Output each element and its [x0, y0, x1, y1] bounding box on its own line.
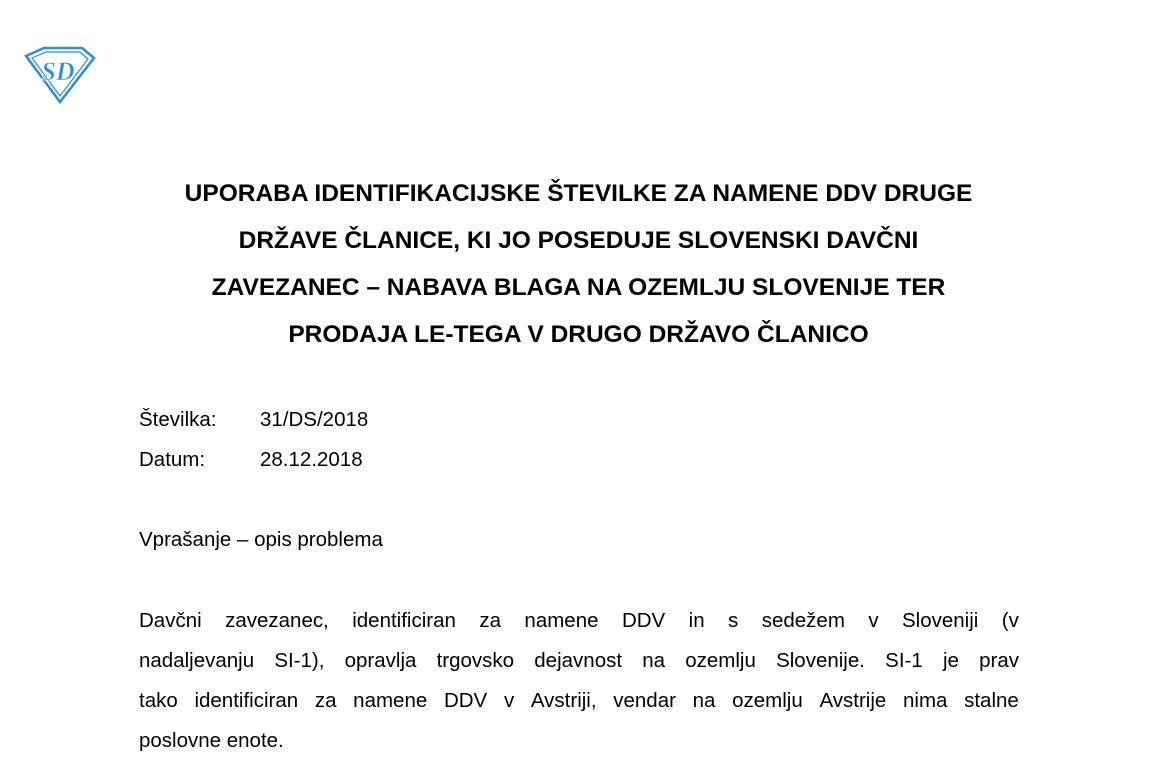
- word: stalne: [964, 689, 1019, 712]
- document-meta: [139, 400, 368, 480]
- word: Sloveniji: [902, 609, 979, 632]
- title-line: PRODAJA LE-TEGA V DRUGO DRŽAVO ČLANICO: [288, 321, 869, 348]
- word: DDV: [621, 609, 666, 632]
- word: namene: [524, 609, 599, 632]
- word: nadaljevanju: [139, 649, 255, 672]
- title-line: DRŽAVE ČLANICE, KI JO POSEDUJE SLOVENSKI DAVČNI: [238, 227, 919, 254]
- word: v: [868, 609, 879, 632]
- number-row: [139, 400, 368, 440]
- word: Slovenije.: [776, 649, 865, 672]
- word: Avstriji,: [530, 689, 597, 712]
- date-value: 28.12.2018: [260, 448, 363, 471]
- paragraph-line: [139, 641, 1019, 681]
- word: (v: [1001, 609, 1019, 632]
- word: opravlja: [344, 649, 417, 672]
- word: SI-1),: [274, 649, 325, 672]
- word: DDV: [443, 689, 488, 712]
- word: v: [503, 689, 515, 712]
- document-title: [120, 170, 1037, 358]
- paragraph: [139, 601, 1019, 761]
- word: je: [942, 649, 959, 672]
- number-label: Številka:: [139, 408, 217, 431]
- word: na: [642, 649, 666, 672]
- word: vendar: [613, 689, 676, 712]
- word: identificiran: [194, 689, 299, 712]
- word: za: [314, 689, 337, 712]
- word: za: [479, 609, 501, 632]
- word: zavezanec,: [225, 609, 329, 632]
- word: tako: [139, 689, 178, 712]
- word: identificiran: [352, 609, 456, 632]
- date-row: [139, 440, 368, 480]
- word: sedežem: [761, 609, 845, 632]
- section-heading: Vprašanje – opis problema: [139, 528, 383, 551]
- word: in: [688, 609, 705, 632]
- word: na: [692, 689, 716, 712]
- paragraph-line: [139, 601, 1019, 641]
- word: dejavnost: [534, 649, 623, 672]
- word: s: [728, 609, 739, 632]
- svg-text:SD: SD: [41, 57, 75, 86]
- word: prav: [979, 649, 1019, 672]
- sd-shield-logo-icon: [22, 46, 96, 104]
- title-line: UPORABA IDENTIFIKACIJSKE ŠTEVILKE ZA NAMENE DDV DRUGE: [184, 180, 973, 207]
- word: SI-1: [885, 649, 923, 672]
- paragraph-line: [139, 681, 1019, 721]
- word: trgovsko: [436, 649, 515, 672]
- word: Davčni: [139, 609, 202, 632]
- paragraph-line: poslovne enote.: [139, 729, 284, 752]
- word: namene: [353, 689, 428, 712]
- number-value: 31/DS/2018: [260, 408, 369, 431]
- title-line: ZAVEZANEC – NABAVA BLAGA NA OZEMLJU SLOVENIJE TER: [211, 274, 946, 301]
- word: Avstrije: [819, 689, 887, 712]
- word: nima: [902, 689, 948, 712]
- word: ozemlju: [732, 689, 803, 712]
- word: ozemlju: [685, 649, 756, 672]
- date-label: Datum:: [139, 448, 206, 471]
